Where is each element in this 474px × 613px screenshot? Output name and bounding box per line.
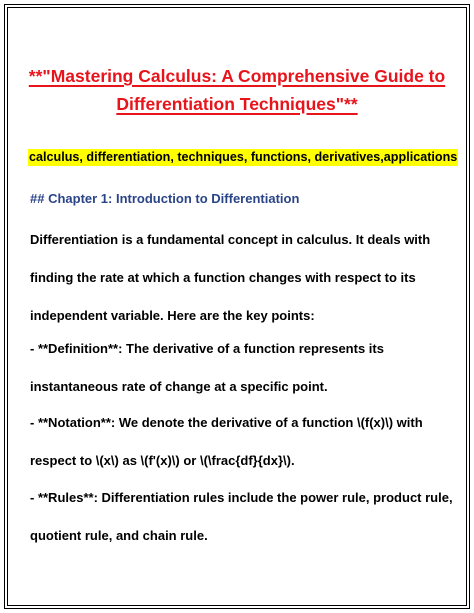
definition-bullet	[30, 330, 454, 406]
paragraph-line: - **Definition**: The derivative of a function represents its	[30, 341, 384, 356]
paragraph-line: Differentiation is a fundamental concept in calculus. It deals with	[30, 232, 431, 247]
paragraph-line: instantaneous rate of change at a specific point.	[30, 379, 328, 394]
title-line: Differentiation Techniques"**	[116, 94, 358, 114]
keywords-highlight: calculus, differentiation, techniques, functions, derivatives,applications	[29, 150, 458, 164]
paragraph-line: quotient rule, and chain rule.	[30, 528, 208, 543]
chapter-heading: ## Chapter 1: Introduction to Differentiation	[30, 191, 300, 206]
paragraph-line: - **Notation**: We denote the derivative of a function \(f(x)\) with	[30, 415, 423, 430]
paragraph-line: respect to \(x\) as \(f'(x)\) or \(\frac{df}{dx}\).	[30, 453, 295, 468]
document-title	[20, 62, 454, 118]
title-line: **"Mastering Calculus: A Comprehensive Guide to	[28, 66, 446, 86]
notation-bullet	[30, 404, 454, 480]
intro-paragraph	[30, 221, 454, 335]
paragraph-line: finding the rate at which a function changes with respect to its	[30, 270, 416, 285]
paragraph-line: independent variable. Here are the key points:	[30, 308, 315, 323]
paragraph-line: - **Rules**: Differentiation rules include the power rule, product rule,	[30, 490, 453, 505]
rules-bullet	[30, 479, 454, 555]
